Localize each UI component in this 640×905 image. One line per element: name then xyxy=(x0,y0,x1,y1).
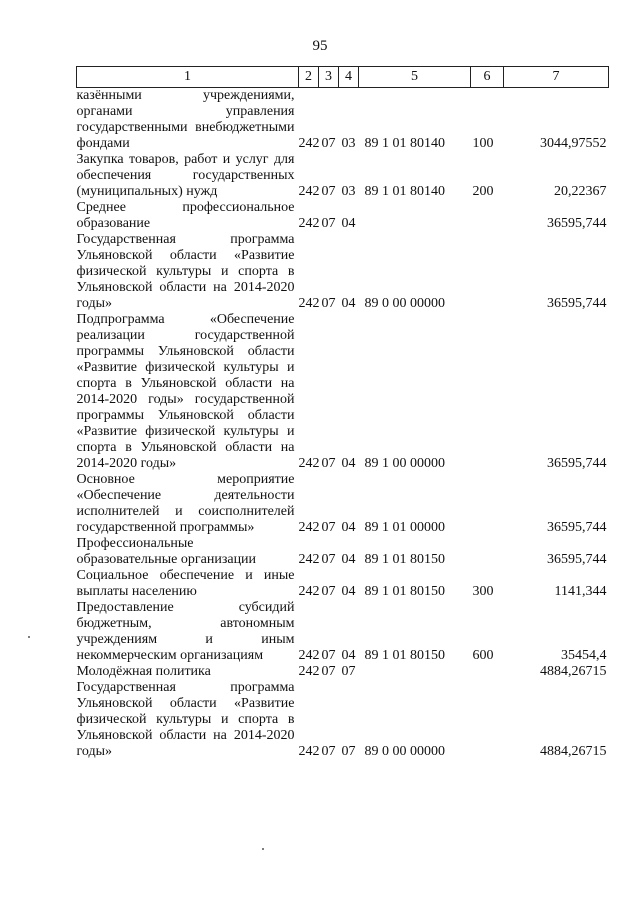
row-code-2-cell: 242 xyxy=(298,664,320,679)
row-code-3-cell: 07 xyxy=(321,552,336,567)
table-row xyxy=(77,568,609,600)
row-name-cell: казёнными учреждениями, органами управления государственными внебюджетными фондами xyxy=(76,88,295,151)
row-code-5-cell: 89 0 00 00000 xyxy=(364,296,445,311)
table-body xyxy=(77,88,609,761)
row-amount-cell: 1141,344 xyxy=(554,584,607,599)
header-col-7: 7 xyxy=(504,67,609,88)
row-amount-cell: 4884,26715 xyxy=(540,664,607,679)
table-row xyxy=(77,152,609,200)
row-amount-cell: 35454,4 xyxy=(561,648,607,663)
table-row xyxy=(77,232,609,312)
header-col-6: 6 xyxy=(471,67,504,88)
row-code-5-cell xyxy=(359,200,471,232)
table-row xyxy=(77,664,609,680)
row-code-4-cell: 03 xyxy=(341,184,356,199)
row-code-3-cell: 07 xyxy=(321,216,336,231)
scan-speck xyxy=(28,636,30,638)
row-name-cell: Среднее профессиональное образование xyxy=(76,200,295,231)
row-code-5-cell: 89 1 01 80140 xyxy=(364,184,445,199)
row-code-3-cell: 07 xyxy=(321,296,336,311)
row-code-6-cell: 300 xyxy=(472,584,494,599)
row-name-cell: Предоставление субсидий бюджетным, автономным учреждениям и иным некоммерческим организациям xyxy=(76,600,295,663)
row-code-3-cell: 07 xyxy=(321,744,336,759)
header-col-5: 5 xyxy=(359,67,471,88)
row-code-2-cell: 242 xyxy=(298,136,320,151)
row-code-2-cell: 242 xyxy=(298,648,320,663)
table-row xyxy=(77,312,609,472)
row-code-3-cell: 07 xyxy=(321,648,336,663)
row-code-4-cell: 07 xyxy=(341,744,356,759)
row-name-cell: Государственная программа Ульяновской области «Развитие физической культуры и спорта в Ульяновской области на 2014-2020 годы» xyxy=(76,680,295,759)
table-row xyxy=(77,536,609,568)
row-code-5-cell xyxy=(359,664,471,680)
scan-speck xyxy=(262,848,264,850)
header-col-2: 2 xyxy=(299,67,319,88)
row-amount-cell: 36595,744 xyxy=(547,296,607,311)
row-code-2-cell: 242 xyxy=(298,456,320,471)
row-amount-cell: 36595,744 xyxy=(547,456,607,471)
row-code-2-cell: 242 xyxy=(298,216,320,231)
row-code-3-cell: 07 xyxy=(321,584,336,599)
table-row xyxy=(77,88,609,153)
table-row xyxy=(77,472,609,536)
row-amount-cell: 4884,26715 xyxy=(540,744,607,759)
header-col-1: 1 xyxy=(77,67,299,88)
row-code-4-cell: 04 xyxy=(341,216,356,231)
row-code-6-cell xyxy=(471,664,504,680)
row-code-6-cell xyxy=(471,312,504,472)
row-code-2-cell: 242 xyxy=(298,744,320,759)
row-code-3-cell: 07 xyxy=(321,184,336,199)
row-amount-cell: 36595,744 xyxy=(547,520,607,535)
row-code-3-cell: 07 xyxy=(321,520,336,535)
table-header-row xyxy=(77,67,609,88)
row-code-6-cell xyxy=(471,536,504,568)
row-code-5-cell: 89 1 01 80140 xyxy=(364,136,445,151)
row-name-cell: Профессиональные образовательные организации xyxy=(76,536,257,567)
row-amount-cell: 36595,744 xyxy=(547,216,607,231)
row-name-cell: Закупка товаров, работ и услуг для обеспечения государственных (муниципальных) нужд xyxy=(76,152,295,199)
row-code-4-cell: 04 xyxy=(341,584,356,599)
table-row xyxy=(77,200,609,232)
row-code-4-cell: 04 xyxy=(341,456,356,471)
row-code-3-cell: 07 xyxy=(321,136,336,151)
row-code-3-cell: 07 xyxy=(321,664,336,679)
budget-table xyxy=(76,66,609,760)
row-code-2-cell: 242 xyxy=(298,520,320,535)
table-row xyxy=(77,600,609,664)
row-amount-cell: 36595,744 xyxy=(547,552,607,567)
row-code-6-cell xyxy=(471,680,504,760)
table-row xyxy=(77,680,609,760)
row-code-6-cell xyxy=(471,200,504,232)
row-name-cell: Подпрограмма «Обеспечение реализации государственной программы Ульяновской области «Развитие физической культуры и спорта в Ульяновской области на 2014-2020 годы» государственной программы Ульяновской области «Развитие физической культуры и спорта в Ульяновской области на 2014-2020 годы» xyxy=(76,312,295,471)
row-code-6-cell: 600 xyxy=(472,648,494,663)
header-col-4: 4 xyxy=(339,67,359,88)
row-amount-cell: 20,22367 xyxy=(554,184,607,199)
header-col-3: 3 xyxy=(319,67,339,88)
row-code-5-cell: 89 1 01 80150 xyxy=(364,552,445,567)
row-code-6-cell: 200 xyxy=(472,184,494,199)
row-code-5-cell: 89 0 00 00000 xyxy=(364,744,445,759)
row-code-5-cell: 89 1 01 00000 xyxy=(364,520,445,535)
row-name-cell: Социальное обеспечение и иные выплаты населению xyxy=(76,568,295,599)
row-name-cell: Основное мероприятие «Обеспечение деятельности исполнителей и соисполнителей государственной программы» xyxy=(76,472,295,535)
row-code-6-cell xyxy=(471,472,504,536)
row-code-2-cell: 242 xyxy=(298,552,320,567)
row-code-4-cell: 07 xyxy=(341,664,356,679)
row-code-5-cell: 89 1 01 80150 xyxy=(364,648,445,663)
row-code-4-cell: 04 xyxy=(341,296,356,311)
row-name-cell: Государственная программа Ульяновской области «Развитие физической культуры и спорта в Ульяновской области на 2014-2020 годы» xyxy=(76,232,295,311)
row-code-5-cell: 89 1 01 80150 xyxy=(364,584,445,599)
row-code-3-cell: 07 xyxy=(321,456,336,471)
row-code-4-cell: 04 xyxy=(341,552,356,567)
row-code-4-cell: 03 xyxy=(341,136,356,151)
page-number: 95 xyxy=(312,38,328,54)
row-code-6-cell xyxy=(471,232,504,312)
row-code-5-cell: 89 1 00 00000 xyxy=(364,456,445,471)
row-name-cell: Молодёжная политика xyxy=(76,664,211,679)
row-code-2-cell: 242 xyxy=(298,296,320,311)
row-code-2-cell: 242 xyxy=(298,184,320,199)
row-code-2-cell: 242 xyxy=(298,584,320,599)
row-code-4-cell: 04 xyxy=(341,648,356,663)
row-amount-cell: 3044,97552 xyxy=(540,136,607,151)
row-code-6-cell: 100 xyxy=(472,136,494,151)
row-code-4-cell: 04 xyxy=(341,520,356,535)
